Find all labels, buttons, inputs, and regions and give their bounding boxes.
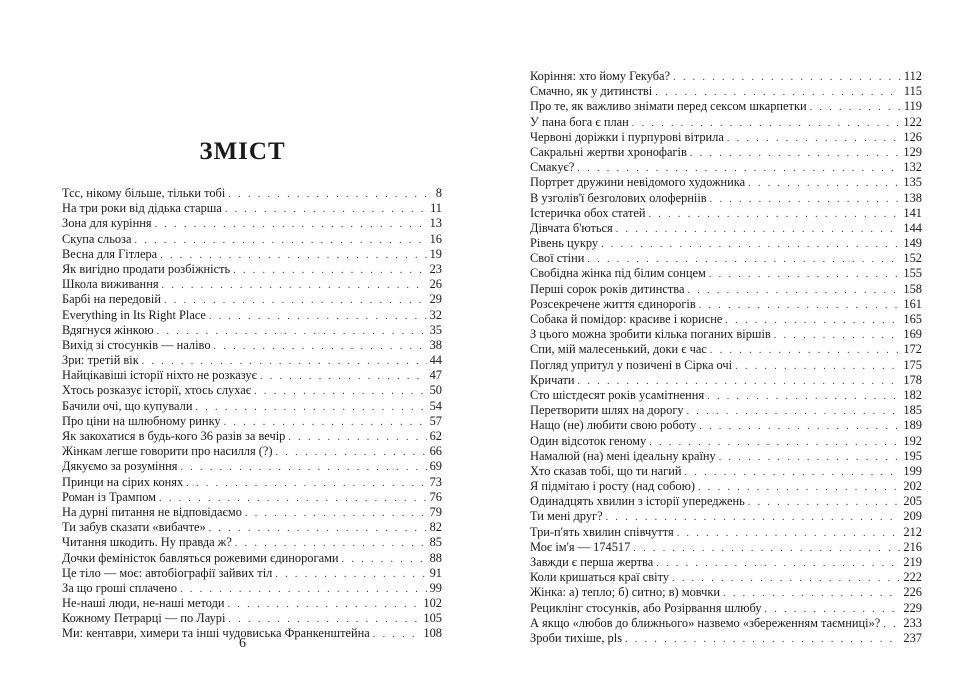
dot-leader xyxy=(209,521,427,536)
toc-entry-page: 205 xyxy=(903,494,922,509)
dot-leader xyxy=(214,339,427,354)
toc-entry-page: 237 xyxy=(903,630,922,645)
toc-entry-page: 79 xyxy=(429,504,442,519)
toc-entry xyxy=(62,247,442,262)
toc-entry-page: 178 xyxy=(903,372,922,387)
toc-entry-title: У пана бога є план xyxy=(530,114,629,129)
toc-entry-page: 175 xyxy=(903,357,922,372)
dot-leader xyxy=(587,252,900,267)
toc-entry-title: На дурні питання не відповідаємо xyxy=(62,504,242,519)
dot-leader xyxy=(228,187,432,202)
dot-leader xyxy=(275,567,426,582)
toc-entry-page: 47 xyxy=(429,368,442,383)
dot-leader xyxy=(228,612,420,627)
toc-entry-title: Це тіло — моє: автобіографії зайвих тіл xyxy=(62,565,273,580)
toc-entry-title: Один відсоток геному xyxy=(530,433,647,448)
toc-entry xyxy=(62,459,442,474)
toc-entry-page: 50 xyxy=(429,383,442,398)
dot-leader xyxy=(228,597,421,612)
dot-leader xyxy=(224,415,427,430)
toc-entry-title: Як вигідно продати розбіжність xyxy=(62,261,231,276)
toc-entry-title: Ми: кентаври, химери та інші чудовиська Франкенштейна xyxy=(62,626,370,641)
dot-leader xyxy=(245,506,427,521)
dot-leader xyxy=(699,419,900,434)
toc-entry xyxy=(62,505,442,520)
right-page xyxy=(485,0,970,691)
toc-entry xyxy=(530,191,922,206)
toc-entry xyxy=(62,186,442,201)
toc-entry-page: 91 xyxy=(429,565,442,580)
toc-entry-title: Портрет дружини невідомого художника xyxy=(530,175,746,190)
toc-entry xyxy=(62,216,442,231)
toc-entry-page: 44 xyxy=(429,353,442,368)
toc-entry-page: 13 xyxy=(429,216,442,231)
dot-leader xyxy=(162,278,427,293)
toc-entry-page: 212 xyxy=(903,524,922,539)
dot-leader xyxy=(655,85,901,100)
toc-entry xyxy=(530,509,922,524)
dot-leader xyxy=(735,359,900,374)
toc-entry xyxy=(62,338,442,353)
toc-entry-page: 161 xyxy=(903,296,922,311)
toc-entry-title: Розсекречене життя єдинорогів xyxy=(530,296,696,311)
toc-entry-title: Завжди є перша жертва xyxy=(530,555,654,569)
toc-entry xyxy=(62,581,442,596)
dot-leader xyxy=(616,222,901,237)
toc-entry-page: 122 xyxy=(903,114,922,129)
toc-entry-title: Сто шістдесят років усамітнення xyxy=(530,387,705,402)
toc-entry-page: 152 xyxy=(903,251,922,266)
toc-entry-title: Ти забув сказати «вибачте» xyxy=(62,520,206,535)
toc-entry-title: Смачно, як у дитинстві xyxy=(530,84,653,99)
dot-leader xyxy=(748,495,901,510)
dot-leader xyxy=(180,582,427,597)
toc-entry-title: Жінкам легше говорити про насилля (?) xyxy=(62,444,273,459)
toc-entry xyxy=(530,99,922,114)
toc-entry-title: Читання шкодить. Ну правда ж? xyxy=(62,535,232,550)
toc-entry xyxy=(530,418,922,433)
dot-leader xyxy=(649,435,900,450)
toc-entry-title: Бачили очі, що купували xyxy=(62,398,193,413)
toc-entry-title: Намалюй (на) мені ідеальну країну xyxy=(530,448,716,463)
toc-entry xyxy=(530,312,922,327)
toc-entry xyxy=(62,520,442,535)
toc-entry xyxy=(62,308,442,323)
toc-entry-title: Дочки феміністок бавляться рожевими єдинорогами xyxy=(62,550,339,565)
toc-entry-title: В узголів'ї безголових олоферніів xyxy=(530,190,707,205)
page-number: 6 xyxy=(239,636,246,651)
toc-entry xyxy=(62,277,442,292)
toc-entry-page: 149 xyxy=(903,236,922,251)
toc-entry-page: 16 xyxy=(429,231,442,246)
toc-entry-page: 66 xyxy=(429,444,442,459)
toc-entry-title: Вдягнуся жінкою xyxy=(62,322,154,337)
dot-leader xyxy=(209,309,427,324)
dot-leader xyxy=(687,283,900,298)
toc-entry-page: 11 xyxy=(430,201,442,216)
toc-entry-page: 192 xyxy=(903,433,922,448)
toc-entry-title: Свобідна жінка під білим сонцем xyxy=(530,266,706,281)
toc-entry-page: 229 xyxy=(903,600,922,615)
toc-entry-title: Три-п'ять хвилин співчуття xyxy=(530,524,674,539)
toc-entry-title: Тсс, нікому більше, тільки тобі xyxy=(62,186,226,200)
toc-entry xyxy=(62,383,442,398)
dot-leader xyxy=(710,192,901,207)
toc-entry-page: 226 xyxy=(903,585,922,600)
toc-entry-page: 219 xyxy=(903,555,922,569)
dot-leader xyxy=(723,586,900,601)
toc-entry-title: За що гроші сплачено xyxy=(62,580,178,595)
toc-entry-title: Рівень цукру xyxy=(530,236,599,251)
toc-entry xyxy=(530,601,922,616)
toc-entry-title: Спи, мій малесенький, доки є час xyxy=(530,342,707,357)
dot-leader xyxy=(690,146,901,161)
toc-entry-page: 158 xyxy=(903,281,922,296)
dot-leader xyxy=(164,293,427,308)
toc-entry xyxy=(530,115,922,130)
toc-entry xyxy=(530,388,922,403)
toc-entry-page: 129 xyxy=(903,144,922,159)
dot-leader xyxy=(709,267,901,282)
toc-entry-title: Нащо (не) любити свою роботу xyxy=(530,418,697,433)
toc-entry-title: Істеричка обох статей xyxy=(530,205,646,220)
dot-leader xyxy=(649,207,901,222)
toc-entry-page: 8 xyxy=(435,186,442,200)
toc-entry-page: 57 xyxy=(429,413,442,428)
toc-entry-page: 216 xyxy=(903,539,922,554)
dot-leader xyxy=(233,263,426,278)
toc-entry-page: 115 xyxy=(903,84,922,99)
toc-entry xyxy=(62,353,442,368)
toc-entry xyxy=(62,611,442,626)
dot-leader xyxy=(276,445,427,460)
dot-leader xyxy=(656,556,900,571)
toc-entry xyxy=(530,342,922,357)
toc-entry xyxy=(530,373,922,388)
toc-entry xyxy=(530,540,922,555)
toc-entry xyxy=(530,403,922,418)
toc-entry-title: Сакральні жертви хронофагів xyxy=(530,144,687,159)
dot-leader xyxy=(727,131,901,146)
toc-entry-page: 54 xyxy=(429,398,442,413)
toc-entry xyxy=(530,84,922,99)
toc-entry-page: 199 xyxy=(903,463,922,478)
toc-entry-page: 138 xyxy=(903,190,922,205)
toc-entry-title: Перетворити шлях на дорогу xyxy=(530,403,684,418)
toc-entry xyxy=(62,414,442,429)
toc-entry xyxy=(530,206,922,221)
toc-entry-page: 23 xyxy=(429,261,442,276)
dot-leader xyxy=(710,343,901,358)
dot-leader xyxy=(719,450,901,465)
toc-entry-page: 195 xyxy=(903,448,922,463)
toc-entry xyxy=(530,494,922,509)
toc-entry-page: 26 xyxy=(429,277,442,292)
toc-entry-page: 35 xyxy=(429,322,442,337)
toc-entry-page: 108 xyxy=(423,626,442,641)
toc-entry xyxy=(62,323,442,338)
toc-title: ЗМІСТ xyxy=(199,138,286,165)
toc-entry xyxy=(62,429,442,444)
toc-entry-page: 99 xyxy=(429,580,442,595)
toc-entry xyxy=(530,69,922,84)
toc-entry-page: 85 xyxy=(429,535,442,550)
toc-entry-title: Дівчата б'ються xyxy=(530,220,613,235)
toc-entry xyxy=(530,297,922,312)
toc-entry-title: Найцікавіші історії ніхто не розказує xyxy=(62,368,257,383)
toc-entry-title: Жінка: а) тепло; б) ситно; в) мовчки xyxy=(530,585,721,600)
dot-leader xyxy=(748,176,900,191)
dot-leader xyxy=(687,404,901,419)
toc-entry xyxy=(530,282,922,297)
toc-entry-title: Погляд упритул у позичені в Сірка очі xyxy=(530,357,733,372)
toc-entry xyxy=(62,490,442,505)
toc-entry-title: Скупа сльоза xyxy=(62,231,132,246)
toc-entry xyxy=(530,570,922,585)
toc-entry-title: З цього можна зробити кілька поганих віршів xyxy=(530,327,771,342)
toc-entry-title: Ти мені друг? xyxy=(530,509,603,524)
toc-entry-title: Школа виживання xyxy=(62,277,159,292)
toc-entry xyxy=(62,475,442,490)
dot-leader xyxy=(577,161,900,176)
dot-leader xyxy=(254,384,427,399)
dot-leader xyxy=(765,602,901,617)
toc-entry-page: 209 xyxy=(903,509,922,524)
toc-entry xyxy=(62,566,442,581)
toc-list-left xyxy=(62,186,442,642)
toc-entry xyxy=(530,525,922,540)
toc-entry-title: Про ціни на шлюбному ринку xyxy=(62,413,221,428)
toc-entry-title: Собака й помідор: красиве і корисне xyxy=(530,312,723,326)
toc-entry xyxy=(62,399,442,414)
toc-entry-title: Перші сорок років дитинства xyxy=(530,281,685,296)
dot-leader xyxy=(774,328,901,343)
toc-entry xyxy=(530,631,922,646)
dot-leader xyxy=(142,354,427,369)
dot-leader xyxy=(155,217,427,232)
toc-entry xyxy=(62,535,442,550)
toc-entry xyxy=(530,464,922,479)
toc-entry xyxy=(62,596,442,611)
toc-entry-page: 73 xyxy=(429,474,442,489)
toc-entry-page: 102 xyxy=(423,596,442,611)
dot-leader xyxy=(810,100,901,115)
toc-entry-title: Зроби тихіше, pls xyxy=(530,630,623,645)
dot-leader xyxy=(685,465,901,480)
dot-leader xyxy=(186,476,426,491)
dot-leader xyxy=(288,430,426,445)
toc-entry xyxy=(530,175,922,190)
toc-entry xyxy=(530,434,922,449)
dot-leader xyxy=(601,237,900,252)
toc-entry-page: 233 xyxy=(903,615,922,630)
toc-entry-title: Зри: третій вік xyxy=(62,353,139,368)
toc-entry-page: 29 xyxy=(429,292,442,307)
toc-entry-title: Червоні доріжки і пурпурові вітрила xyxy=(530,129,724,144)
toc-entry-title: Свої стіни xyxy=(530,251,585,266)
dot-leader xyxy=(625,632,900,647)
toc-entry-title: На три роки від дідька старша xyxy=(62,201,222,216)
toc-entry-page: 182 xyxy=(903,387,922,402)
toc-entry-page: 119 xyxy=(903,99,922,114)
toc-entry-title: Принци на сірих конях xyxy=(62,474,184,489)
toc-entry-page: 141 xyxy=(903,205,922,220)
toc-entry-page: 82 xyxy=(429,520,442,535)
toc-entry xyxy=(530,130,922,145)
toc-entry xyxy=(530,236,922,251)
toc-entry xyxy=(530,358,922,373)
toc-entry-page: 132 xyxy=(903,160,922,175)
toc-entry-title: Зона для куріння xyxy=(62,216,152,231)
toc-entry-title: Одинадцять хвилин з історії упереджень xyxy=(530,494,745,509)
toc-entry-page: 185 xyxy=(903,403,922,418)
toc-entry-page: 112 xyxy=(903,69,922,83)
dot-leader xyxy=(195,400,426,415)
dot-leader xyxy=(633,541,900,556)
toc-entry-page: 76 xyxy=(429,489,442,504)
toc-entry-title: Не-наші люди, не-наші методи xyxy=(62,596,225,611)
toc-entry-title: Роман із Трампом xyxy=(62,489,157,504)
toc-entry-title: А якщо «любов до ближнього» назвемо «збереженням таємниці»? xyxy=(530,615,881,630)
toc-entry-title: Смакує? xyxy=(530,160,575,175)
dot-leader xyxy=(260,369,427,384)
toc-entry-page: 169 xyxy=(903,327,922,342)
dot-leader xyxy=(235,536,427,551)
toc-entry-title: Кожному Петрарці — по Лаурі xyxy=(62,611,226,626)
toc-entry xyxy=(530,266,922,281)
toc-entry xyxy=(62,551,442,566)
toc-entry-title: Дякуємо за розуміння xyxy=(62,459,178,474)
toc-entry-page: 222 xyxy=(903,570,922,585)
toc-entry-title: Барбі на передовій xyxy=(62,292,161,307)
toc-entry-page: 189 xyxy=(903,418,922,433)
toc-entry-title: Коли кришаться краї світу xyxy=(530,570,670,585)
toc-entry-page: 62 xyxy=(429,429,442,443)
toc-entry-title: Весна для Гітлера xyxy=(62,246,158,261)
dot-leader xyxy=(342,552,427,567)
toc-entry-title: Коріння: хто йому Гекуба? xyxy=(530,69,671,83)
toc-entry-page: 202 xyxy=(903,479,922,494)
dot-leader xyxy=(606,510,901,525)
toc-entry-title: Хтось розказує історії, хтось слухає xyxy=(62,383,252,398)
dot-leader xyxy=(677,526,901,541)
toc-entry-page: 144 xyxy=(903,220,922,235)
toc-entry-title: Моє ім'я — 174517 xyxy=(530,539,631,554)
dot-leader xyxy=(707,389,900,404)
dot-leader xyxy=(225,202,427,217)
toc-entry-page: 88 xyxy=(429,550,442,565)
dot-leader xyxy=(632,116,901,131)
toc-entry-page: 135 xyxy=(903,175,922,190)
toc-entry-page: 172 xyxy=(903,342,922,357)
toc-entry xyxy=(62,232,442,247)
toc-entry-title: Рециклінг стосунків, або Розірвання шлюбу xyxy=(530,600,762,615)
toc-entry xyxy=(530,616,922,631)
toc-entry-page: 38 xyxy=(429,337,442,352)
toc-entry xyxy=(62,262,442,277)
toc-entry xyxy=(530,555,922,570)
toc-entry-title: Кричати xyxy=(530,372,575,387)
dot-leader xyxy=(672,571,900,586)
dot-leader xyxy=(883,617,900,632)
dot-leader xyxy=(134,233,426,248)
toc-entry xyxy=(62,201,442,216)
toc-entry xyxy=(530,145,922,160)
toc-entry-page: 105 xyxy=(423,611,442,626)
toc-entry-page: 126 xyxy=(903,129,922,144)
toc-entry-title: Хто сказав тобі, що ти нагий xyxy=(530,463,682,478)
toc-entry-title: Вихід зі стосунків — наліво xyxy=(62,337,211,352)
dot-leader xyxy=(699,298,901,313)
toc-entry xyxy=(530,585,922,600)
dot-leader xyxy=(180,460,426,475)
toc-entry-page: 32 xyxy=(429,307,442,322)
toc-entry-title: Про те, як важливо знімати перед сексом шкарпетки xyxy=(530,99,807,114)
dot-leader xyxy=(725,313,900,328)
dot-leader xyxy=(578,374,901,389)
toc-entry-page: 19 xyxy=(429,246,442,261)
dot-leader xyxy=(673,70,901,85)
dot-leader xyxy=(157,324,427,339)
toc-list-right xyxy=(530,69,922,646)
toc-entry xyxy=(62,444,442,459)
toc-entry-title: Я підмітаю і росту (над собою) xyxy=(530,479,695,494)
toc-entry xyxy=(530,160,922,175)
toc-entry-page: 69 xyxy=(429,459,442,474)
toc-entry-page: 165 xyxy=(903,312,922,326)
toc-entry xyxy=(530,221,922,236)
toc-entry xyxy=(62,292,442,307)
toc-entry xyxy=(530,479,922,494)
toc-entry xyxy=(530,251,922,266)
dot-leader xyxy=(698,480,900,495)
toc-entry-title: Everything in Its Right Place xyxy=(62,307,206,322)
toc-entry xyxy=(62,368,442,383)
dot-leader xyxy=(159,491,427,506)
dot-leader xyxy=(160,248,426,263)
toc-entry xyxy=(530,327,922,342)
toc-entry xyxy=(530,449,922,464)
toc-entry-title: Як закохатися в будь-кого 36 разів за вечір xyxy=(62,429,286,443)
toc-entry-page: 155 xyxy=(903,266,922,281)
